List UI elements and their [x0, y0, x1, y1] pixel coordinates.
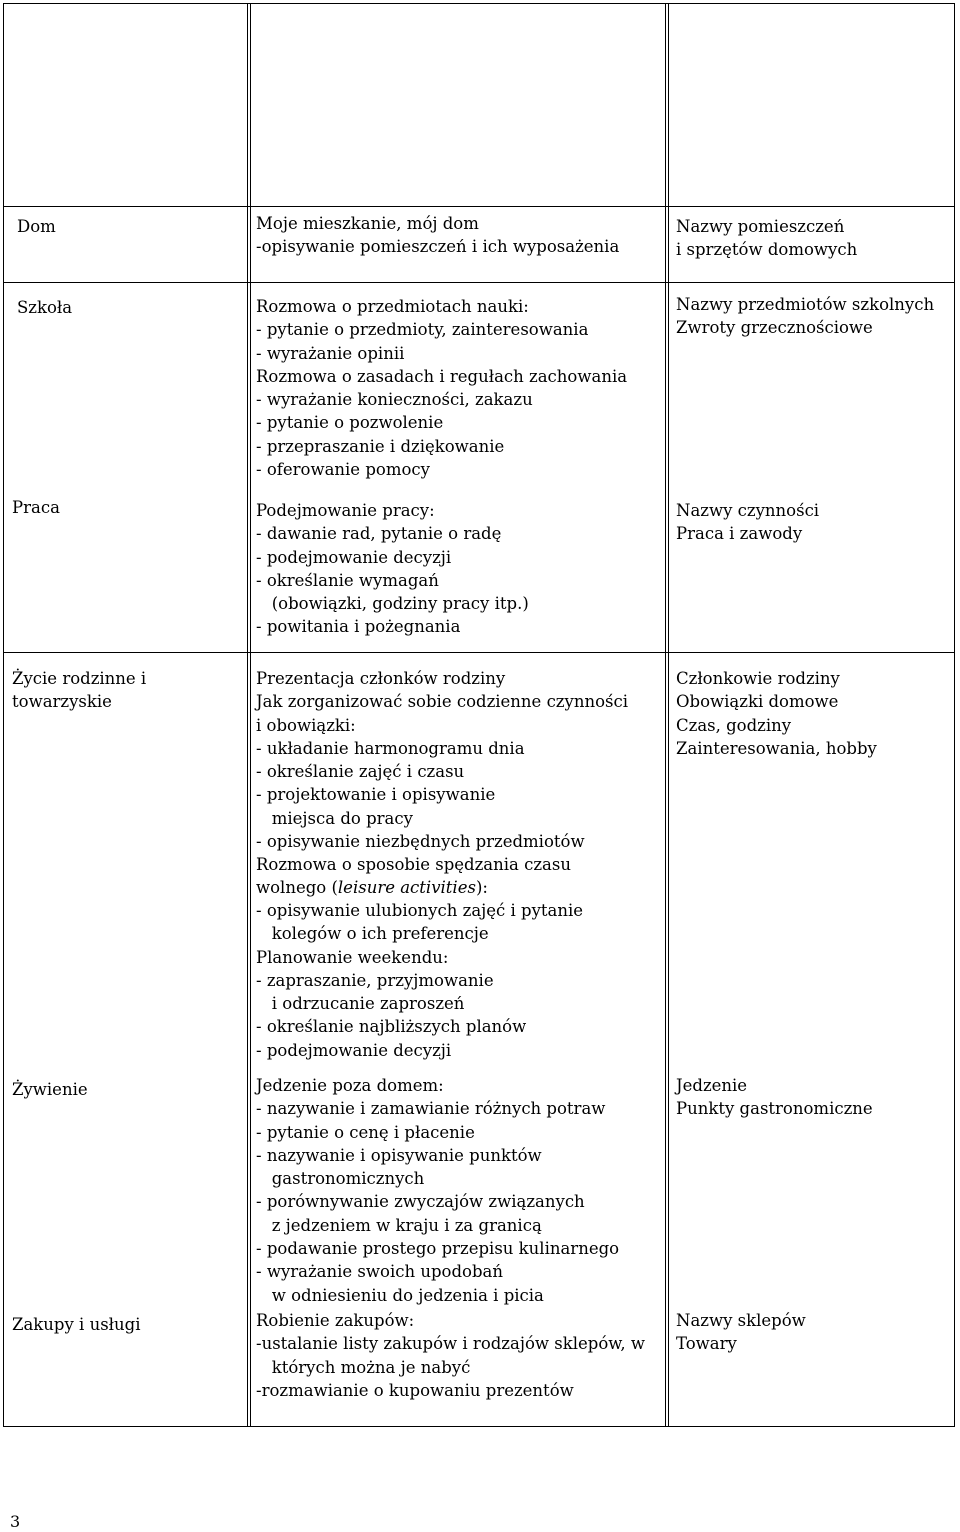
vocabulary-zycie-rodzinne: Członkowie rodziny Obowiązki domowe Czas, godziny Zainteresowania, hobby — [676, 669, 877, 758]
column-divider — [247, 4, 248, 1426]
column-divider — [668, 4, 669, 1426]
row-divider — [4, 206, 954, 207]
leisure-suffix: ): — [475, 878, 488, 897]
topic-zycie-rodzinne: Życie rodzinne i towarzyskie — [12, 669, 147, 712]
topic-szkola: Szkoła — [17, 298, 73, 317]
content-dom: Moje mieszkanie, mój dom -opisywanie pomieszczeń i ich wyposażenia — [256, 214, 620, 257]
topic-dom: Dom — [17, 217, 56, 236]
vocabulary-dom: Nazwy pomieszczeń i sprzętów domowych — [676, 217, 858, 260]
content-zywienie: Jedzenie poza domem: - nazywanie i zamawianie różnych potraw - pytanie o cenę i płacenie - nazywanie i opisywanie punktów gastronomicznych - porównywanie zwyczajów związanych z jedzeniem w kraju i za granicą - podawanie prostego przepisu kulinarnego - wyrażanie swoich upodobań w odniesieniu do jedzenia i picia — [256, 1076, 620, 1305]
content-zycie-rodzinne-leisure-line — [256, 876, 488, 899]
content-zycie-rodzinne-part3: - opisywanie ulubionych zajęć i pytanie kolegów o ich preferencje Planowanie weekendu: - zapraszanie, przyjmowanie i odrzucanie zaproszeń - określanie najbliższych planów - podejmowanie decyzji — [256, 901, 584, 1060]
leisure-prefix: wolnego ( — [256, 878, 338, 897]
vocabulary-zywienie: Jedzenie Punkty gastronomiczne — [676, 1076, 873, 1119]
page-number: 3 — [10, 1512, 21, 1531]
column-divider — [250, 4, 251, 1426]
vocabulary-praca: Nazwy czynności Praca i zawody — [676, 501, 820, 544]
content-szkola: Rozmowa o przedmiotach nauki: - pytanie o przedmioty, zainteresowania - wyrażanie opinii Rozmowa o zasadach i regułach zachowania - wyrażanie konieczności, zakazu - pytanie o pozwolenie - przepraszanie i dziękowanie - oferowanie pomocy — [256, 297, 628, 480]
row-divider — [4, 652, 954, 653]
row-divider — [4, 282, 954, 283]
topic-zakupy: Zakupy i usługi — [12, 1315, 141, 1334]
leisure-italic: leisure activities — [337, 878, 476, 897]
content-zakupy: Robienie zakupów: -ustalanie listy zakupów i rodzajów sklepów, w których można je nabyć -rozmawianie o kupowaniu prezentów — [256, 1311, 646, 1400]
vocabulary-szkola: Nazwy przedmiotów szkolnych Zwroty grzecznościowe — [676, 295, 935, 338]
vocabulary-zakupy: Nazwy sklepów Towary — [676, 1311, 806, 1354]
topic-praca: Praca — [12, 498, 60, 517]
topic-zywienie: Żywienie — [12, 1080, 88, 1099]
column-divider — [665, 4, 666, 1426]
content-zycie-rodzinne-part1: Prezentacja członków rodziny Jak zorganizować sobie codzienne czynności i obowiązki: - układanie harmonogramu dnia - określanie zajęć i czasu - projektowanie i opisywanie miejsca do pracy - opisywanie niezbędnych przedmiotów Rozmowa o sposobie spędzania czasu — [256, 669, 628, 875]
content-praca: Podejmowanie pracy: - dawanie rad, pytanie o radę - podejmowanie decyzji - określanie wymagań (obowiązki, godziny pracy itp.) - powitania i pożegnania — [256, 501, 529, 637]
